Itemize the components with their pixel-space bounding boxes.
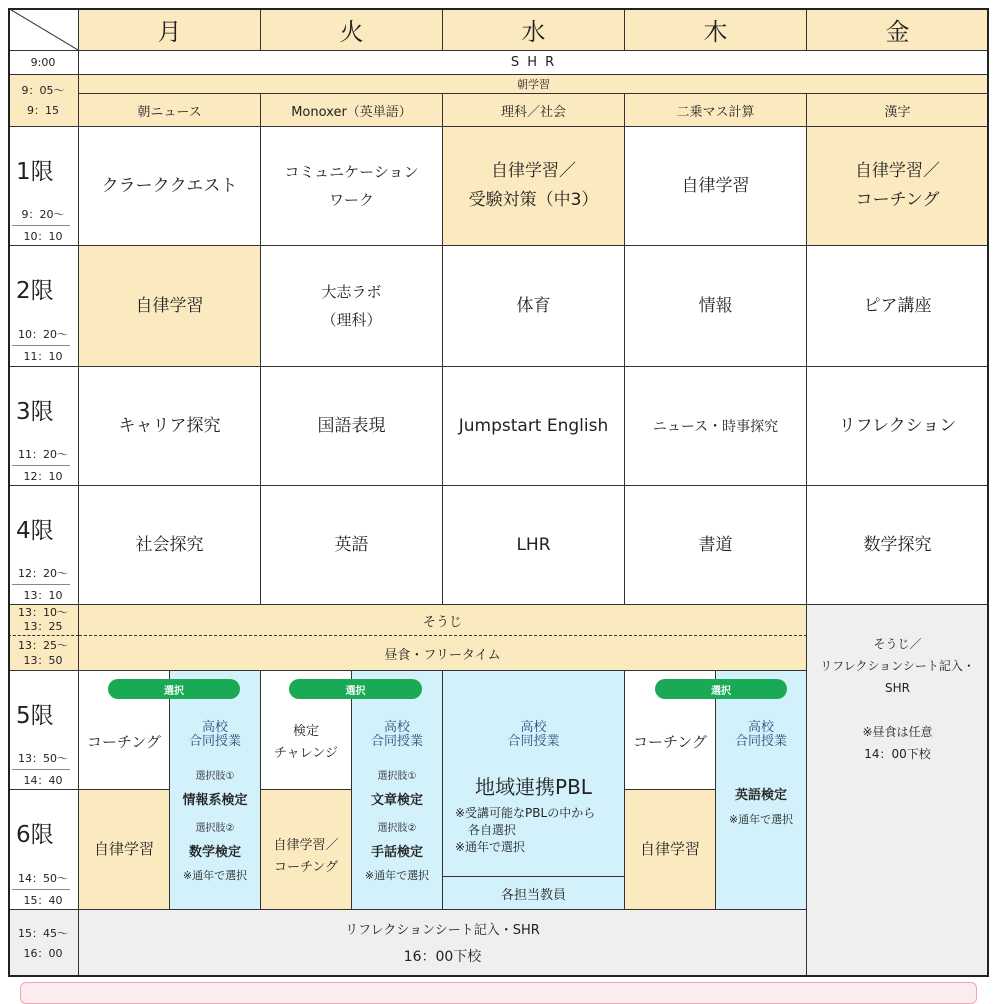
final-time-end: 16：00	[23, 946, 63, 960]
p1-tue-line2: ワーク	[328, 191, 374, 209]
jc-line1: 自律学習／	[273, 837, 339, 853]
p4-tue: 英語	[261, 486, 443, 605]
p3-fri: リフレクション	[807, 367, 989, 486]
day-header-tue: 火	[261, 8, 443, 51]
lunch-label: 昼食・フリータイム	[79, 636, 807, 671]
fri-afternoon	[807, 605, 989, 977]
p3-tue: 国語表現	[261, 367, 443, 486]
option-1-test: 文章検定	[370, 793, 423, 808]
corner-cell	[8, 8, 79, 51]
day-header-thu: 木	[625, 8, 807, 51]
morning-title: 朝学習	[79, 75, 989, 94]
joint-line2: 合同授業	[370, 734, 423, 749]
mon-joint-class	[170, 671, 261, 910]
morning-item-fri: 漢字	[807, 94, 989, 127]
yearly-note: ※通年で選択	[182, 869, 248, 882]
wed-regional-pbl	[443, 671, 625, 877]
joint-line2: 合同授業	[507, 734, 560, 749]
selection-pill-thu: 選択	[655, 679, 787, 699]
p3-wed: Jumpstart English	[443, 367, 625, 486]
period-end: 15：40	[23, 894, 63, 907]
selection-pill-tue: 選択	[289, 679, 422, 699]
p1-wed-line2: 受験対策（中3）	[468, 190, 599, 210]
p1-fri	[807, 127, 989, 246]
joint-line1: 高校	[747, 720, 774, 735]
period-label-1	[8, 127, 79, 246]
period-label-6	[8, 790, 79, 910]
final-row	[79, 910, 807, 977]
period-name: 4限	[16, 518, 54, 544]
wed-teachers: 各担当教員	[443, 877, 625, 910]
joint-line1: 高校	[520, 720, 547, 735]
option-1-label: 選択肢①	[377, 771, 417, 782]
p1-mon: クラーククエスト	[79, 127, 261, 246]
fri-pm-line5: 14：00下校	[864, 747, 931, 761]
p2-tue-line1: 大志ラボ	[321, 282, 382, 301]
day-header-fri: 金	[807, 8, 989, 51]
period-start: 11：20～	[18, 448, 68, 461]
p1-wed	[443, 127, 625, 246]
p1-fri-line2: コーチング	[855, 190, 940, 210]
pink-banner	[20, 982, 977, 1004]
period-end: 12：10	[23, 470, 63, 483]
jc-line2: コーチング	[273, 859, 339, 875]
joint-line1: 高校	[201, 720, 228, 735]
p4-mon: 社会探究	[79, 486, 261, 605]
morning-item-mon: 朝ニュース	[79, 94, 261, 127]
tue-joint-class	[352, 671, 443, 910]
period-label-3	[8, 367, 79, 486]
lunch-time	[8, 636, 79, 671]
pbl-note1: ※受講可能なPBLの中から	[455, 806, 596, 820]
morning-time-end: 9：15	[27, 103, 59, 117]
option-1-label: 選択肢①	[195, 771, 235, 782]
final-line1: リフレクションシート記入・SHR	[345, 922, 540, 938]
yearly-note: ※通年で選択	[364, 869, 430, 882]
souji-time-end: 13：25	[23, 620, 63, 633]
p3-thu: ニュース・時事探究	[625, 367, 807, 486]
lunch-time-end: 13：50	[23, 654, 63, 667]
morning-time	[8, 75, 79, 127]
p2-tue-line2: （理科）	[321, 311, 382, 329]
p2-thu: 情報	[625, 246, 807, 367]
period-end: 14：40	[23, 774, 63, 787]
period-start: 10：20～	[18, 328, 68, 341]
option-2-test: 数学検定	[188, 845, 241, 860]
kentei-line1: 検定	[292, 724, 319, 739]
thu-joint-class	[716, 671, 807, 910]
period-name: 5限	[16, 703, 54, 729]
pbl-note2: 各自選択	[468, 823, 517, 837]
joint-line2: 合同授業	[188, 734, 241, 749]
p6-thu-jiritsu: 自律学習	[625, 790, 716, 910]
p3-mon: キャリア探究	[79, 367, 261, 486]
p2-wed: 体育	[443, 246, 625, 367]
selection-pill-mon: 選択	[108, 679, 240, 699]
period-name: 2限	[16, 278, 54, 304]
period-name: 6限	[16, 822, 54, 848]
english-test: 英語検定	[734, 788, 787, 803]
p5-mon-coaching: コーチング	[79, 671, 170, 790]
period-end: 10：10	[23, 230, 63, 243]
period-start: 13：50～	[18, 752, 68, 765]
pbl-title: 地域連携PBL	[475, 775, 592, 799]
joint-line1: 高校	[383, 720, 410, 735]
period-label-4	[8, 486, 79, 605]
option-2-label: 選択肢②	[195, 823, 235, 834]
morning-time-start: 9：05～	[21, 83, 65, 97]
final-line2: 16：00下校	[403, 948, 482, 965]
morning-item-tue: Monoxer（英単語）	[261, 94, 443, 127]
period-start: 9：20～	[21, 208, 65, 221]
p1-thu: 自律学習	[625, 127, 807, 246]
period-label-2	[8, 246, 79, 367]
fri-pm-line2: リフレクションシート記入・	[820, 659, 975, 673]
p4-wed: LHR	[443, 486, 625, 605]
option-2-test: 手話検定	[370, 845, 423, 860]
shr-label: S H R	[79, 51, 989, 75]
kentei-line2: チャレンジ	[274, 746, 338, 761]
morning-item-wed: 理科／社会	[443, 94, 625, 127]
period-name: 3限	[16, 399, 54, 425]
yearly-note: ※通年で選択	[728, 813, 794, 826]
period-name: 1限	[16, 159, 54, 185]
period-label-5	[8, 671, 79, 790]
fri-pm-line3: SHR	[885, 681, 910, 695]
p4-fri: 数学探究	[807, 486, 989, 605]
p2-fri: ピア講座	[807, 246, 989, 367]
period-start: 14：50～	[18, 872, 68, 885]
p1-wed-line1: 自律学習／	[491, 161, 576, 182]
shr-time: 9:00	[8, 51, 79, 75]
p1-tue	[261, 127, 443, 246]
p2-tue	[261, 246, 443, 367]
souji-label: そうじ	[79, 605, 807, 636]
period-start: 12：20～	[18, 567, 68, 580]
p1-tue-line1: コミュニケーション	[284, 162, 419, 181]
final-time	[8, 910, 79, 977]
day-header-mon: 月	[79, 8, 261, 51]
souji-time	[8, 605, 79, 636]
p1-fri-line1: 自律学習／	[855, 161, 940, 182]
day-header-wed: 水	[443, 8, 625, 51]
p6-mon-jiritsu: 自律学習	[79, 790, 170, 910]
diagonal-line-icon	[8, 8, 78, 50]
period-end: 13：10	[23, 589, 63, 602]
option-2-label: 選択肢②	[377, 823, 417, 834]
p5-thu-coaching: コーチング	[625, 671, 716, 790]
final-time-start: 15：45～	[18, 926, 68, 940]
p2-mon: 自律学習	[79, 246, 261, 367]
pbl-note3: ※通年で選択	[455, 840, 526, 854]
timetable	[8, 8, 989, 977]
souji-time-start: 13：10～	[18, 606, 68, 619]
p4-thu: 書道	[625, 486, 807, 605]
period-end: 11：10	[23, 350, 63, 363]
p6-tue-jiritsu-coaching	[261, 790, 352, 910]
fri-pm-line1: そうじ／	[873, 637, 922, 651]
option-1-test: 情報系検定	[182, 793, 248, 808]
joint-line2: 合同授業	[734, 734, 787, 749]
lunch-time-start: 13：25～	[18, 639, 68, 652]
morning-item-thu: 二乗マス計算	[625, 94, 807, 127]
fri-pm-line4: ※昼食は任意	[862, 725, 933, 739]
